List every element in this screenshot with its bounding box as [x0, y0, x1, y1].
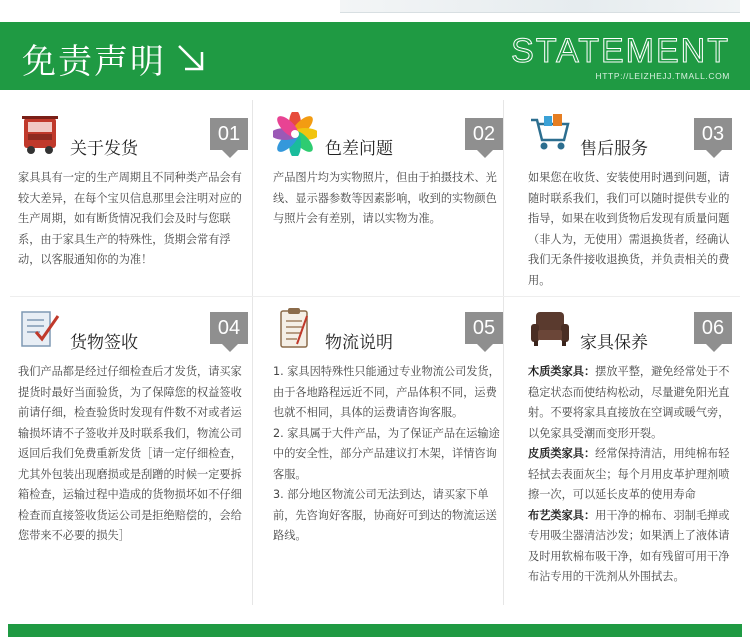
care-item-leather [528, 444, 734, 506]
section-title: 色差问题 [325, 139, 393, 159]
section-paragraph: 如果您在收货、安装使用时遇到问题，请随时联系我们，我们可以随时提供专业的指导，如果在收到货物后发现有质量问题（非人为，无使用）需退换货者，经确认我们无条件接收退换货，并负责相关的费用。 [528, 171, 730, 287]
clipboard-icon [273, 306, 317, 350]
section-text [18, 362, 250, 547]
care-item-label: 皮质类家具： [528, 447, 596, 460]
section-paragraph: 家具具有一定的生产周期且不同种类产品会有较大差异，在每个宝贝信息那里会注明对应的生产周期，如有断货情况我们会及时与您联系，由于家具生产的特殊性，货期会常有浮动，以客服通知你的为准！ [18, 171, 242, 266]
section-paragraph: 1. 家具因特殊性只能通过专业物流公司发货，由于各地路程远近不同，产品体积不同，运费也就不相同，具体的运费请咨询客服。 [273, 365, 500, 419]
section-text [528, 168, 734, 291]
section-number-badge: 01 [210, 118, 248, 150]
delivery-truck-icon [18, 112, 62, 156]
section-text [528, 362, 734, 588]
top-banner-strip [0, 0, 750, 22]
care-item-label: 布艺类家具： [528, 508, 596, 522]
disclaimer-content [0, 90, 750, 622]
section-title: 关于发货 [70, 139, 138, 159]
section-title: 家具保养 [580, 333, 648, 353]
care-item-fabric [528, 506, 734, 588]
section-number-badge: 02 [465, 118, 503, 150]
banner-photo-fragment [340, 0, 740, 13]
sign-form-icon [18, 306, 62, 350]
care-item-label: 木质类家具： [528, 365, 596, 378]
section-text [273, 168, 505, 230]
footer-banner-strip [8, 624, 742, 637]
section-number-badge: 03 [694, 118, 732, 150]
care-item-text: 用干净的棉布、羽制毛掸或专用吸尘器清洁沙发；如果洒上了液体请及时用软棉布吸干净，如有残留可用干净布沾专用的干洗剂从外围拭去。 [528, 508, 730, 583]
care-item-wood [528, 362, 734, 444]
shopping-cart-icon [528, 112, 572, 156]
section-paragraph: 3. 部分地区物流公司无法到达，请买家下单前，先咨询好客服，协商好可到达的物流运送路线。 [273, 488, 497, 542]
section-paragraph: 我们产品都是经过仔细检查后才发货，请买家提货时最好当面验货，为了保障您的权益签收前请仔细，检查验货时发现有件数不对或者运输损坏请不子签收并及时联系我们，物流公司返回后我们免费重新发货［请一定仔细检查，尤其外包装出现磨损或是刮蹭的时候一定要拆箱检查，运输过程中造成的货物损坏如不仔细检查而直接签收货运公司是拒绝赔偿的，会给您带来不必要的损失］ [18, 365, 242, 542]
section-text [273, 362, 505, 547]
section-title: 售后服务 [580, 139, 648, 159]
shop-url: HTTP://LEIZHEJJ.TMALL.COM [595, 71, 730, 81]
armchair-icon [528, 306, 572, 350]
section-number-badge: 06 [694, 312, 732, 344]
section-title: 物流说明 [325, 333, 393, 353]
section-number-badge: 05 [465, 312, 503, 344]
disclaimer-header [0, 22, 750, 90]
section-number-badge: 04 [210, 312, 248, 344]
color-palette-icon [273, 112, 317, 156]
section-paragraph: 产品图片均为实物照片，但由于拍摄技术、光线、显示器参数等因素影响，收到的实物颜色与照片会有差别，请以实物为准。 [273, 171, 497, 225]
column-divider [252, 100, 253, 605]
arrow-down-right-icon [175, 42, 207, 74]
section-text [18, 168, 250, 271]
statement-heading: STATEMENT [511, 32, 730, 70]
section-paragraph: 2. 家具属于大件产品，为了保证产品在运输途中的安全性，部分产品建议打木架，详情咨询客服。 [273, 426, 500, 481]
section-title: 货物签收 [70, 333, 138, 353]
care-item-text: 经常保持清洁，用纯棉布轻轻拭去表面灰尘；每个月用皮革护理剂喷擦一次，可以延长皮革的使用寿命 [528, 447, 730, 501]
care-item-text: 摆放平整，避免经常处于不稳定状态而使结构松动，尽量避免阳光直射。不要将家具直接放在空调或暖气旁，以免家具受潮而变形开裂。 [528, 365, 730, 440]
row-divider [10, 296, 740, 297]
page-title: 免责声明 [22, 42, 166, 82]
